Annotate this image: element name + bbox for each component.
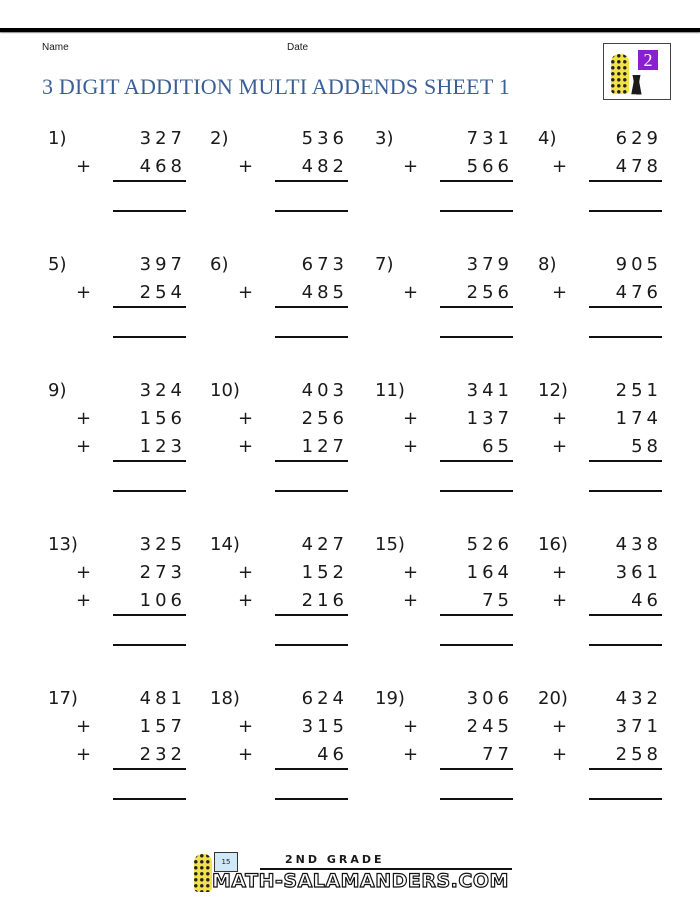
problem-17 <box>48 688 186 798</box>
plus-sign: + <box>403 282 419 303</box>
footer-logo <box>190 850 510 896</box>
answer-line[interactable] <box>589 490 662 492</box>
problem-20 <box>538 688 662 798</box>
addend-value: 379 <box>466 254 513 275</box>
problem-8 <box>538 254 662 364</box>
addend-row <box>238 534 348 562</box>
answer-line[interactable] <box>440 210 513 212</box>
chalkboard-icon: 15 <box>214 852 238 872</box>
answer-line[interactable] <box>589 798 662 800</box>
addend-value: 258 <box>615 744 662 765</box>
sum-rule <box>440 614 513 616</box>
addend-value: 306 <box>466 688 513 709</box>
problem-number: 13) <box>48 534 78 555</box>
addend-row <box>552 408 662 436</box>
addend-row <box>76 562 186 590</box>
sum-rule <box>440 306 513 308</box>
addend-row <box>403 380 513 408</box>
addend-row <box>76 534 186 562</box>
addend-row <box>238 380 348 408</box>
footer-site-name: MATH-SALAMANDERS.COM <box>212 870 509 892</box>
problem-number: 5) <box>48 254 67 275</box>
addend-value: 324 <box>139 380 186 401</box>
addend-row <box>403 534 513 562</box>
plus-sign: + <box>238 156 254 177</box>
addend-value: 254 <box>139 282 186 303</box>
answer-line[interactable] <box>275 798 348 800</box>
addend-value: 566 <box>466 156 513 177</box>
problem-10 <box>210 380 348 490</box>
answer-line[interactable] <box>589 210 662 212</box>
problem-12 <box>538 380 662 490</box>
plus-sign: + <box>552 744 568 765</box>
sum-rule <box>589 768 662 770</box>
problem-14 <box>210 534 348 644</box>
addend-value: 164 <box>466 562 513 583</box>
problem-3 <box>375 128 513 238</box>
addend-row <box>552 716 662 744</box>
addend-value: 403 <box>301 380 348 401</box>
addend-value: 468 <box>139 156 186 177</box>
sum-rule <box>440 768 513 770</box>
footer-grade: 2ND GRADE <box>285 853 385 866</box>
plus-sign: + <box>552 562 568 583</box>
plus-sign: + <box>238 590 254 611</box>
answer-line[interactable] <box>440 336 513 338</box>
problem-5 <box>48 254 186 364</box>
answer-line[interactable] <box>589 644 662 646</box>
addend-row <box>76 716 186 744</box>
sum-rule <box>113 460 186 462</box>
plus-sign: + <box>76 716 92 737</box>
addend-row <box>76 688 186 716</box>
answer-line[interactable] <box>113 490 186 492</box>
answer-line[interactable] <box>275 644 348 646</box>
plus-sign: + <box>403 716 419 737</box>
addend-row <box>552 688 662 716</box>
problem-number: 11) <box>375 380 405 401</box>
problem-2 <box>210 128 348 238</box>
problem-1 <box>48 128 186 238</box>
addend-row <box>238 128 348 156</box>
problem-19 <box>375 688 513 798</box>
problem-number: 3) <box>375 128 394 149</box>
plus-sign: + <box>552 408 568 429</box>
plus-sign: + <box>552 436 568 457</box>
problem-number: 12) <box>538 380 568 401</box>
addend-value: 325 <box>139 534 186 555</box>
plus-sign: + <box>76 562 92 583</box>
sum-rule <box>440 180 513 182</box>
answer-line[interactable] <box>275 210 348 212</box>
plus-sign: + <box>76 408 92 429</box>
addend-value: 46 <box>631 590 662 611</box>
plus-sign: + <box>238 744 254 765</box>
problem-number: 6) <box>210 254 229 275</box>
addend-row <box>403 254 513 282</box>
plus-sign: + <box>403 436 419 457</box>
addend-value: 476 <box>615 282 662 303</box>
plus-sign: + <box>76 436 92 457</box>
problem-6 <box>210 254 348 364</box>
addend-row <box>403 408 513 436</box>
plus-sign: + <box>403 590 419 611</box>
plus-sign: + <box>238 436 254 457</box>
plus-sign: + <box>552 156 568 177</box>
plus-sign: + <box>552 282 568 303</box>
answer-line[interactable] <box>113 644 186 646</box>
addend-value: 905 <box>615 254 662 275</box>
addend-row <box>403 688 513 716</box>
addend-value: 256 <box>301 408 348 429</box>
page-title: 3 DIGIT ADDITION MULTI ADDENDS SHEET 1 <box>42 74 510 99</box>
addend-value: 58 <box>631 436 662 457</box>
plus-sign: + <box>403 562 419 583</box>
addend-value: 624 <box>301 688 348 709</box>
problem-number: 1) <box>48 128 67 149</box>
grade-badge: 2 <box>638 50 658 70</box>
problem-number: 14) <box>210 534 240 555</box>
plus-sign: + <box>76 282 92 303</box>
sum-rule <box>113 614 186 616</box>
addend-row <box>238 408 348 436</box>
addend-value: 481 <box>139 688 186 709</box>
addend-value: 673 <box>301 254 348 275</box>
addend-row <box>76 254 186 282</box>
addend-value: 731 <box>466 128 513 149</box>
sum-rule <box>275 614 348 616</box>
addend-value: 137 <box>466 408 513 429</box>
sum-rule <box>275 306 348 308</box>
answer-line[interactable] <box>275 490 348 492</box>
problem-number: 2) <box>210 128 229 149</box>
sum-rule <box>113 180 186 182</box>
addend-value: 432 <box>615 688 662 709</box>
problem-number: 9) <box>48 380 67 401</box>
addend-value: 427 <box>301 534 348 555</box>
plus-sign: + <box>76 744 92 765</box>
answer-line[interactable] <box>440 644 513 646</box>
problem-11 <box>375 380 513 490</box>
answer-line[interactable] <box>113 336 186 338</box>
salamander-icon <box>194 854 212 892</box>
addend-row <box>552 380 662 408</box>
plus-sign: + <box>552 716 568 737</box>
plus-sign: + <box>238 408 254 429</box>
problem-number: 8) <box>538 254 557 275</box>
plus-sign: + <box>238 716 254 737</box>
problem-number: 17) <box>48 688 78 709</box>
problem-number: 7) <box>375 254 394 275</box>
addend-value: 152 <box>301 562 348 583</box>
problem-number: 16) <box>538 534 568 555</box>
plus-sign: + <box>403 744 419 765</box>
sum-rule <box>275 180 348 182</box>
plus-sign: + <box>403 408 419 429</box>
addend-value: 256 <box>466 282 513 303</box>
answer-line[interactable] <box>113 798 186 800</box>
plus-sign: + <box>76 590 92 611</box>
sum-rule <box>589 460 662 462</box>
addend-value: 156 <box>139 408 186 429</box>
addend-row <box>552 254 662 282</box>
plus-sign: + <box>552 590 568 611</box>
addend-row <box>238 254 348 282</box>
problem-number: 15) <box>375 534 405 555</box>
addend-value: 174 <box>615 408 662 429</box>
sum-rule <box>275 460 348 462</box>
problem-13 <box>48 534 186 644</box>
problem-7 <box>375 254 513 364</box>
addend-row <box>552 562 662 590</box>
addend-value: 245 <box>466 716 513 737</box>
addend-row <box>403 562 513 590</box>
salamander-icon <box>611 54 629 94</box>
problem-15 <box>375 534 513 644</box>
date-label: Date <box>287 42 309 53</box>
salamander-logo-icon <box>603 43 671 100</box>
addend-value: 232 <box>139 744 186 765</box>
plus-sign: + <box>238 282 254 303</box>
plus-sign: + <box>238 562 254 583</box>
problem-number: 18) <box>210 688 240 709</box>
problem-number: 20) <box>538 688 568 709</box>
sum-rule <box>113 768 186 770</box>
addend-row <box>238 688 348 716</box>
addend-value: 127 <box>301 436 348 457</box>
addend-value: 482 <box>301 156 348 177</box>
problem-number: 10) <box>210 380 240 401</box>
answer-line[interactable] <box>440 798 513 800</box>
addend-value: 478 <box>615 156 662 177</box>
addend-value: 485 <box>301 282 348 303</box>
sum-rule <box>589 306 662 308</box>
addend-value: 75 <box>482 590 513 611</box>
addend-row <box>403 128 513 156</box>
addend-value: 629 <box>615 128 662 149</box>
problem-9 <box>48 380 186 490</box>
name-label: Name <box>42 42 69 53</box>
addend-row <box>76 408 186 436</box>
addend-value: 526 <box>466 534 513 555</box>
answer-line[interactable] <box>589 336 662 338</box>
addend-value: 46 <box>317 744 348 765</box>
addend-value: 397 <box>139 254 186 275</box>
sum-rule <box>440 460 513 462</box>
addend-value: 123 <box>139 436 186 457</box>
addend-value: 273 <box>139 562 186 583</box>
addend-value: 106 <box>139 590 186 611</box>
plus-sign: + <box>76 156 92 177</box>
easel-icon: /\/\ <box>631 70 636 100</box>
addend-row <box>238 716 348 744</box>
addend-value: 157 <box>139 716 186 737</box>
sum-rule <box>275 768 348 770</box>
addend-value: 216 <box>301 590 348 611</box>
problem-16 <box>538 534 662 644</box>
addend-row <box>552 128 662 156</box>
addend-row <box>552 534 662 562</box>
plus-sign: + <box>403 156 419 177</box>
addend-row <box>76 128 186 156</box>
problem-4 <box>538 128 662 238</box>
addend-value: 327 <box>139 128 186 149</box>
addend-value: 371 <box>615 716 662 737</box>
sum-rule <box>589 614 662 616</box>
addend-value: 438 <box>615 534 662 555</box>
top-rule <box>0 28 700 32</box>
addend-row <box>76 380 186 408</box>
addend-value: 315 <box>301 716 348 737</box>
answer-line[interactable] <box>275 336 348 338</box>
problem-number: 4) <box>538 128 557 149</box>
answer-line[interactable] <box>440 490 513 492</box>
addend-value: 65 <box>482 436 513 457</box>
addend-row <box>238 562 348 590</box>
problem-18 <box>210 688 348 798</box>
addend-row <box>403 716 513 744</box>
sum-rule <box>589 180 662 182</box>
addend-value: 77 <box>482 744 513 765</box>
addend-value: 251 <box>615 380 662 401</box>
sum-rule <box>113 306 186 308</box>
answer-line[interactable] <box>113 210 186 212</box>
addend-value: 361 <box>615 562 662 583</box>
addend-value: 341 <box>466 380 513 401</box>
problem-number: 19) <box>375 688 405 709</box>
addend-value: 536 <box>301 128 348 149</box>
